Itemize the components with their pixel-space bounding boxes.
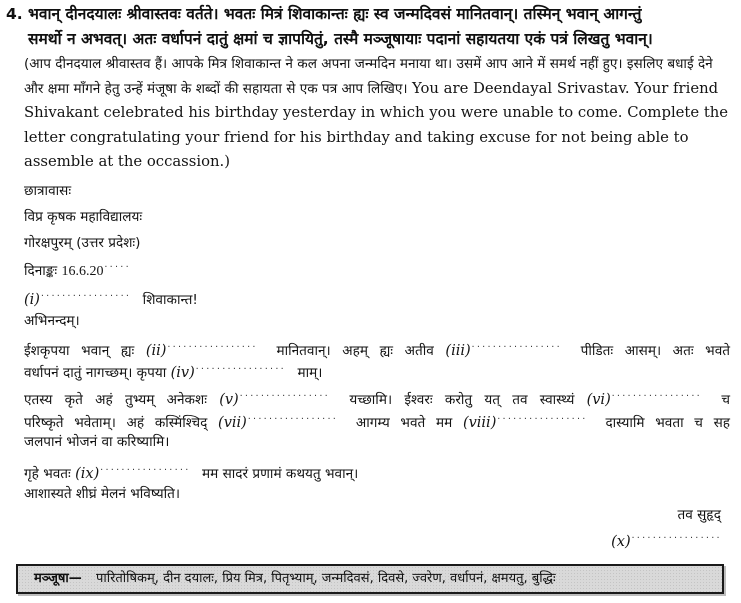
blank-label: (iv) <box>170 365 195 381</box>
letter-line <box>24 459 730 485</box>
blank-label: (v) <box>219 392 239 408</box>
letter-text: वर्धापनं दातुं नागच्छम्। कृपया <box>24 365 171 381</box>
letter-text: ईशकृपया भवान् ह्यः <box>24 343 146 359</box>
fill-in-blank[interactable] <box>463 415 595 431</box>
address-line-college: विप्र कृषक महाविद्यालयः <box>24 209 143 225</box>
letter-text: मानितवान्। अहम् ह्यः अतीव <box>276 343 446 359</box>
blank-x[interactable] <box>611 527 721 553</box>
word-box <box>16 564 724 594</box>
question-heading <box>6 2 736 52</box>
date-value: 16.6.20 <box>61 264 104 279</box>
letter-line <box>24 483 730 505</box>
blank-dots: ················· <box>238 391 330 400</box>
letter-text: जलपानं भोजनं वा करिष्यामि। <box>24 434 170 450</box>
blank-dots: ················· <box>166 342 257 351</box>
blank-dots: ················· <box>99 465 190 474</box>
question-line-1: भवान् दीनदयालः श्रीवास्तवः वर्तते। भवतः मित्रं शिवाकान्तः ह्यः स्व जन्मदिवसं मानितवान्। तस्मिन् भवान् आगन्तुं <box>28 5 642 23</box>
letter-line <box>24 358 730 384</box>
address-line-city: गोरक्षपुरम् (उत्तर प्रदेशः) <box>24 235 141 251</box>
blank-label: (ix) <box>75 466 100 482</box>
date-line <box>24 256 730 283</box>
blank-dots: ················· <box>630 533 721 542</box>
fill-in-blank[interactable] <box>75 466 198 482</box>
letter-text: माम्। <box>297 365 323 381</box>
blank-label: (vi) <box>586 392 611 408</box>
date-dots: ····· <box>103 262 131 271</box>
address-line-hostel: छात्रावासः <box>24 183 72 199</box>
blank-label: (viii) <box>462 415 497 431</box>
letter-text: यच्छामि। ईश्वरः करोतु यत् तव स्वास्थ्यं <box>349 392 587 408</box>
blank-dots: ················· <box>496 414 587 423</box>
blank-label: (x) <box>611 534 631 550</box>
letter-text: गृहे भवतः <box>24 466 76 482</box>
blank-label: (ii) <box>145 343 167 359</box>
date-label: दिनाङ्कः <box>24 263 58 279</box>
letter-text: परिष्कृते भवेताम्। अहं कस्मिंश्चिद् <box>24 415 219 431</box>
fill-in-blank[interactable] <box>171 365 294 381</box>
blank-label: (i) <box>24 292 40 308</box>
blank-dots: ················· <box>470 342 562 351</box>
fill-in-blank[interactable] <box>445 343 569 359</box>
letter-text: आगम्य भवते मम <box>355 415 463 431</box>
blank-dots: ················· <box>194 364 286 373</box>
fill-in-blank[interactable] <box>218 415 345 431</box>
letter-text: पीडितः आसम्। अतः भवते <box>580 343 731 359</box>
question-line-2: समर्थो न अभवत्। अतः वर्धापनं दातुं क्षमां च ज्ञापयितुं, तस्मै मञ्जूषायाः पदानां सहायतया एकं पत्रं लिखतु भवान्। <box>28 30 653 48</box>
blank-label: (vii) <box>218 415 247 431</box>
letter-text: च <box>721 392 731 408</box>
blank-dots: ················· <box>246 414 338 423</box>
letter-text: मम सादरं प्रणामं कथयतु भवान्। <box>201 466 359 482</box>
letter-line <box>24 285 730 311</box>
question-number: 4. <box>6 5 23 23</box>
letter-closing: तव सुहृद् <box>677 507 721 523</box>
instruction-english: You are Deendayal Srivastav. Your friend Shivakant celebrated his birthday yesterday in which you were unable to come. Complete the letter congratulating your friend for his birthday and taking excuse for not being able to assemble at the occassion.) <box>24 79 729 170</box>
blank-label: (iii) <box>445 343 471 359</box>
instruction-hindi: (आप दीनदयाल श्रीवास्तव हैं। आपके मित्र शिवाकान्त ने कल अपना जन्मदिन मनाया था। उसमें आप आने में समर्थ नहीं हुए। इसलिए बधाई देने और क्षमा माँगने हेतु उन्हें मंजूषा के शब्दों की सहायता से एक पत्र आप लिखिए। <box>24 56 713 97</box>
blank-dots: ················· <box>39 291 131 300</box>
word-box-words: पारितोषिकम्, दीन दयालः, प्रिय मित्र, पितृभ्याम्, जन्मदिवसं, दिवसे, ज्वरेण, वर्धापनं, क्षमयतु, बुद्धिः <box>95 571 556 586</box>
fill-in-blank[interactable] <box>219 392 337 408</box>
letter-text: शिवाकान्त! <box>142 292 198 308</box>
blank-dots: ················· <box>610 391 702 400</box>
letter-line <box>24 431 730 453</box>
letter-text: दास्यामि भवता च सह <box>605 415 730 431</box>
letter-text: अभिनन्दम्। <box>24 313 80 329</box>
letter-line <box>24 310 730 332</box>
fill-in-blank[interactable] <box>146 343 265 359</box>
letter-text: आशास्यते शीघ्रं मेलनं भविष्यति। <box>24 486 180 502</box>
word-box-title: मञ्जूषा— <box>34 571 82 586</box>
instruction-paragraph <box>24 52 730 175</box>
fill-in-blank[interactable] <box>587 392 710 408</box>
fill-in-blank[interactable] <box>24 292 138 308</box>
letter-text: एतस्य कृते अहं तुभ्यम् अनेकशः <box>24 392 220 408</box>
